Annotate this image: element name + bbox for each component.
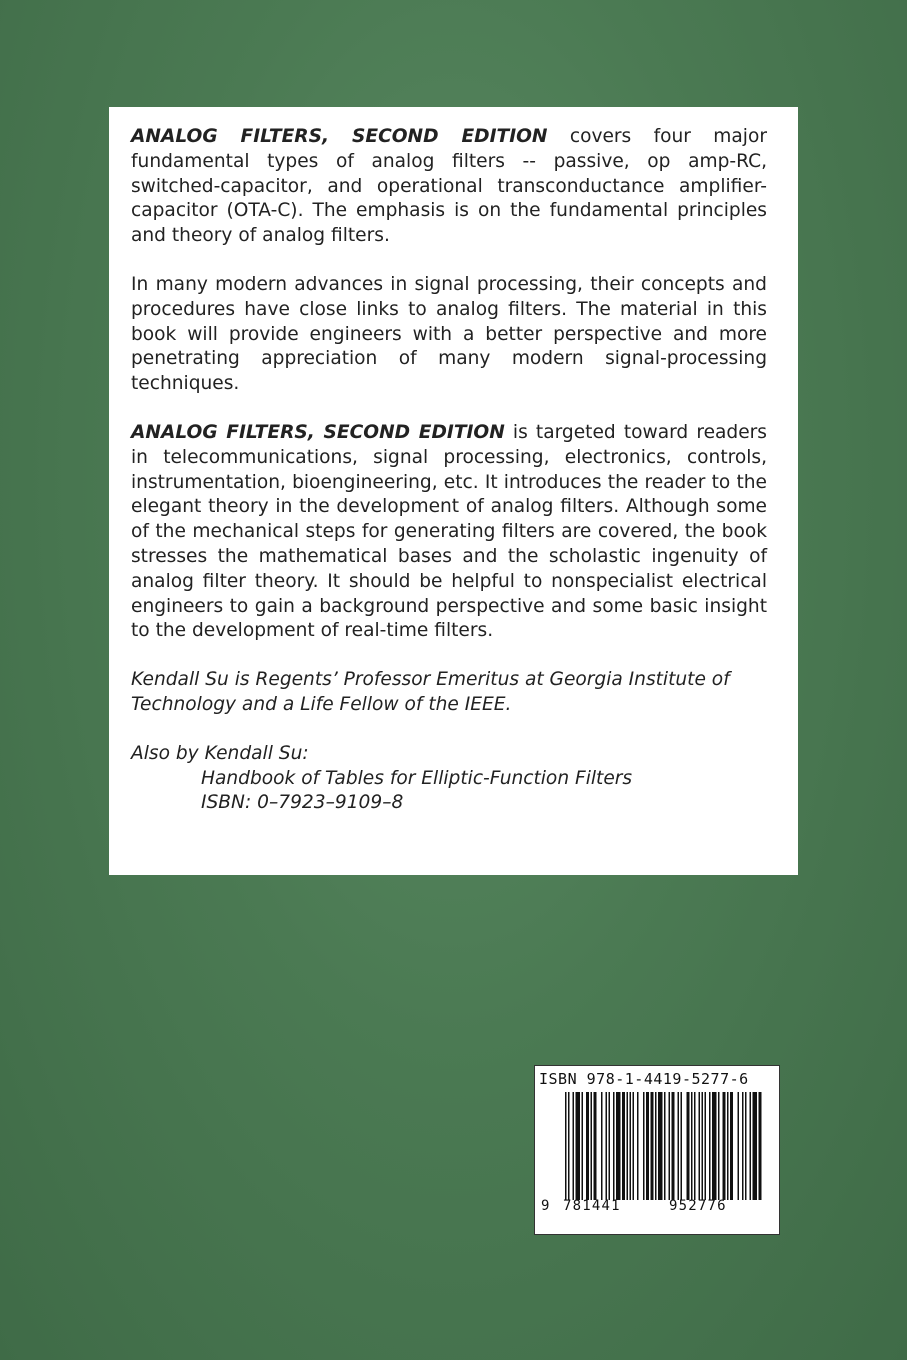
barcode-bar: [687, 1092, 690, 1200]
blurb-paragraph-1: [131, 125, 767, 249]
barcode-bar: [678, 1092, 680, 1200]
barcode-bar: [630, 1092, 632, 1200]
barcode-bar: [601, 1092, 603, 1200]
barcode-bar: [681, 1092, 683, 1200]
barcode-bar: [565, 1092, 567, 1200]
barcode-digit-first: 9: [541, 1198, 550, 1214]
isbn-label: ISBN 978-1-4419-5277-6: [539, 1070, 749, 1088]
barcode-bar: [582, 1092, 584, 1200]
barcode-bar: [576, 1092, 581, 1200]
blurb-paragraph-1-text: covers four major fundamental types of analog filters -- passive, op amp-RC, switched-capacitor, and operational transconductance amplifier-capacitor (OTA-C). The emphasis is on the fundamental principles and theory of analog filters.: [131, 126, 767, 247]
barcode-bar: [658, 1092, 663, 1200]
barcode-bar: [591, 1092, 593, 1200]
other-book-title: Handbook of Tables for Elliptic-Function Filters: [201, 767, 633, 789]
barcode-bar: [633, 1092, 635, 1200]
barcode-bar: [672, 1092, 675, 1200]
blurb-paragraph-3: [131, 421, 767, 644]
blurb-text: [131, 125, 767, 816]
blurb-paragraph-3-text: is targeted toward readers in telecommunications, signal processing, electronics, controls, instrumentation, bioengineering, etc. It introduces the reader to the elegant theory in the development of analog filters. Although some of the mechanical steps for generating filters are covered, the book stresses the mathematical bases and the scholastic ingenuity of analog filter theory. It should be helpful to nonspecialist electrical engineers to gain a background perspective and some basic insight to the development of real-time filters.: [131, 421, 767, 642]
isbn-barcode: [534, 1065, 780, 1235]
barcode-bar: [753, 1092, 758, 1200]
barcode-bar: [709, 1092, 711, 1200]
barcode-bar: [742, 1092, 744, 1200]
barcode-bar: [655, 1092, 657, 1200]
barcode-bar: [609, 1092, 611, 1200]
barcode-bar: [613, 1092, 615, 1200]
barcode-bar: [702, 1092, 704, 1200]
blurb-paragraph-2: In many modern advances in signal processing, their concepts and procedures have close links to analog filters. The material in this book will provide engineers with a better perspective and more penetrating appreciation of many modern signal-processing techniques.: [131, 273, 767, 395]
barcode-bar: [651, 1092, 654, 1200]
barcode-bar: [750, 1092, 752, 1200]
barcode-bar: [573, 1092, 575, 1200]
barcode-bars: [565, 1092, 765, 1200]
barcode-bar: [594, 1092, 597, 1200]
also-by-label: Also by Kendall Su:: [131, 742, 309, 764]
barcode-bar: [586, 1092, 589, 1200]
barcode-bar: [627, 1092, 629, 1200]
barcode-digits-left: 781441: [563, 1198, 621, 1214]
barcode-bar: [606, 1092, 608, 1200]
barcode-bar: [694, 1092, 696, 1200]
barcode-bar: [723, 1092, 726, 1200]
barcode-bar: [637, 1092, 639, 1200]
barcode-bar: [643, 1092, 645, 1200]
description-panel: [109, 107, 798, 875]
barcode-bar: [727, 1092, 729, 1200]
barcode-bar: [622, 1092, 625, 1200]
book-title-mention: ANALOG FILTERS, SECOND EDITION: [131, 126, 548, 147]
also-by-section: [131, 742, 767, 816]
barcode-digits: [541, 1198, 769, 1214]
barcode-bar: [718, 1092, 720, 1200]
barcode-bar: [712, 1092, 717, 1200]
barcode-bar: [730, 1092, 733, 1200]
barcode-bar: [738, 1092, 740, 1200]
barcode-bar: [699, 1092, 701, 1200]
author-bio: Kendall Su is Regents’ Professor Emeritus at Georgia Institute of Technology and a Life Fellow of the IEEE.: [131, 669, 730, 715]
barcode-bar: [616, 1092, 621, 1200]
barcode-bar: [646, 1092, 649, 1200]
barcode-digits-right: 952776: [669, 1198, 727, 1214]
barcode-bar: [568, 1092, 570, 1200]
book-title-mention: ANALOG FILTERS, SECOND EDITION: [131, 421, 505, 443]
barcode-bar: [705, 1092, 707, 1200]
barcode-bar: [759, 1092, 762, 1200]
barcode-bar: [745, 1092, 747, 1200]
other-book-isbn: ISBN: 0–7923–9109–8: [201, 792, 404, 814]
barcode-bar: [691, 1092, 693, 1200]
barcode-bar: [669, 1092, 671, 1200]
barcode-bar: [664, 1092, 666, 1200]
